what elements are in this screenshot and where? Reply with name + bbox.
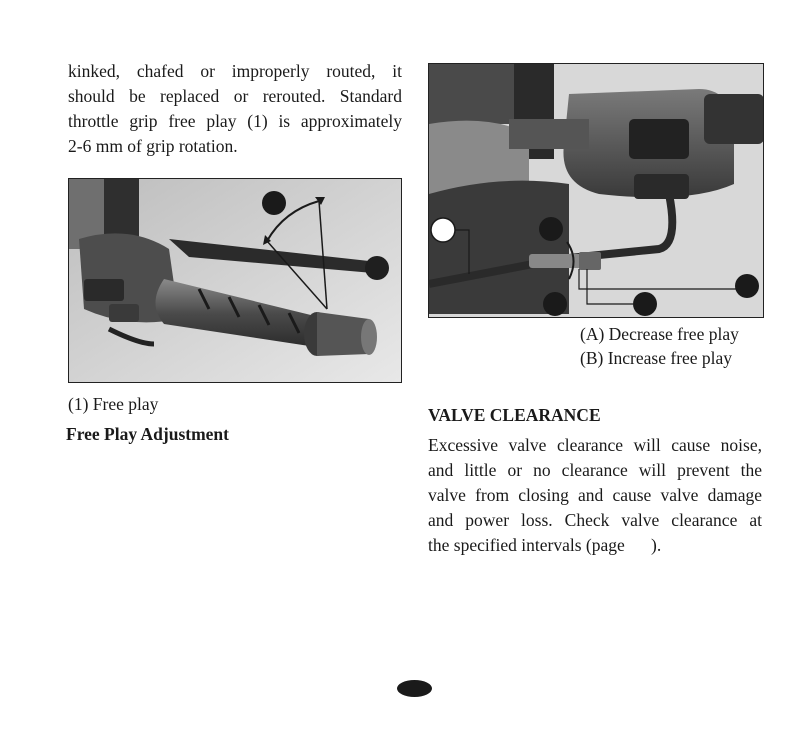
throttle-grip-illustration [69, 179, 401, 382]
heading-valve-clearance: VALVE CLEARANCE [428, 405, 601, 425]
figure-caption-decrease: (A) Decrease free play [580, 324, 739, 344]
figure-caption-increase: (B) Increase free play [580, 348, 733, 368]
paragraph-line: and power loss. Check valve clearance at [428, 510, 762, 530]
paragraph-line: kinked, chafed or improperly routed, it [68, 61, 402, 81]
paragraph-line: throttle grip free play (1) is approximately [68, 111, 402, 131]
cable-adjuster-figure [428, 63, 764, 318]
paragraph-line: should be replaced or rerouted. Standard [68, 86, 402, 106]
paragraph-line: Excessive valve clearance will cause noise, [428, 435, 762, 455]
page-number-badge [397, 680, 432, 697]
subheading-free-play-adjustment: Free Play Adjustment [66, 424, 229, 444]
paragraph-line: valve from closing and cause valve damage [428, 485, 762, 505]
valve-clearance-paragraph [428, 433, 762, 558]
paragraph-line: and little or no clearance will prevent the [428, 460, 762, 480]
figure-caption-free-play: (1) Free play [68, 394, 159, 414]
throttle-grip-figure [68, 178, 402, 383]
paragraph-line: the specified intervals (page ). [428, 535, 662, 555]
paragraph-line: 2-6 mm of grip rotation. [68, 136, 238, 156]
intro-paragraph [68, 59, 402, 159]
cable-adjuster-illustration [429, 64, 763, 317]
